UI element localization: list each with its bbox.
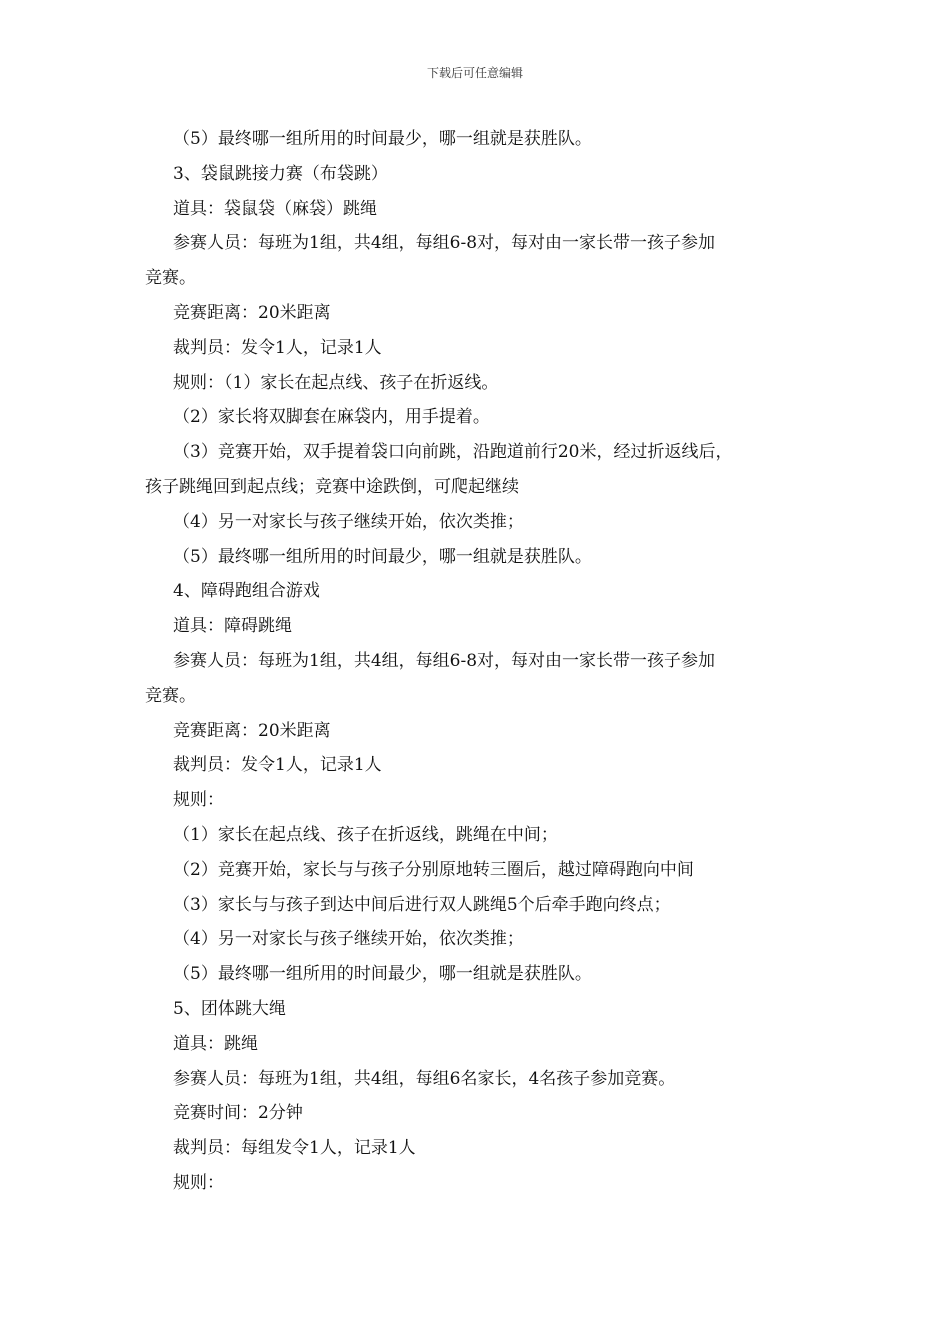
referee-text: 裁判员：发令1人，记录1人 [173, 337, 382, 358]
rules-label: 规则： [173, 790, 224, 811]
rule-5-text: （5）最终哪一组所用的时间最少，哪一组就是获胜队。 [173, 964, 592, 985]
distance-text: 竞赛距离：20米距离 [173, 720, 331, 741]
participants-paragraph [145, 226, 815, 296]
rules-text: 规则：（1）家长在起点线、孩子在折返线。 [173, 372, 499, 393]
rule-3-text: （3）竞赛开始，双手提着袋口向前跳，沿跑道前行20米，经过折返线后， [173, 442, 733, 463]
rule-5-text: （5）最终哪一组所用的时间最少，哪一组就是获胜队。 [173, 129, 592, 149]
rule-3-continuation: 孩子跳绳回到起点线；竞赛中途跌倒，可爬起继续 [145, 476, 519, 497]
props-text: 道具：袋鼠袋（麻袋）跳绳 [173, 198, 377, 219]
page-header: 下载后可任意编辑 [426, 66, 523, 80]
props-text: 道具：障碍跳绳 [173, 616, 292, 637]
participants-text: 参赛人员：每班为1组，共4组，每组6-8对，每对由一家长带一孩子参加 [173, 650, 716, 671]
rule-3-paragraph [145, 435, 815, 505]
document-body [145, 122, 815, 1201]
referee-text: 裁判员：每组发令1人，记录1人 [173, 1138, 416, 1159]
rule-4-text: （4）另一对家长与孩子继续开始，依次类推； [173, 511, 524, 532]
rule-1-text: （1）家长在起点线、孩子在折返线，跳绳在中间； [173, 824, 558, 845]
participants-text: 参赛人员：每班为1组，共4组，每组6名家长，4名孩子参加竞赛。 [173, 1068, 676, 1089]
referee-text: 裁判员：发令1人，记录1人 [173, 755, 382, 776]
rule-4-text: （4）另一对家长与孩子继续开始，依次类推； [173, 929, 524, 950]
participants-paragraph [145, 644, 815, 714]
rule-2-text: （2）家长将双脚套在麻袋内，用手提着。 [173, 407, 490, 428]
distance-text: 竞赛距离：20米距离 [173, 302, 331, 323]
participants-text: 参赛人员：每班为1组，共4组，每组6-8对，每对由一家长带一孩子参加 [173, 233, 716, 254]
section-5-heading: 5、团体跳大绳 [173, 998, 286, 1019]
participants-continuation: 竞赛。 [145, 685, 196, 706]
rules-label: 规则： [173, 1172, 224, 1193]
participants-continuation: 竞赛。 [145, 268, 196, 289]
section-4-heading: 4、障碍跑组合游戏 [173, 581, 320, 602]
rule-5-text: （5）最终哪一组所用的时间最少，哪一组就是获胜队。 [173, 546, 592, 567]
props-text: 道具：跳绳 [173, 1033, 258, 1054]
time-text: 竞赛时间：2分钟 [173, 1103, 303, 1124]
rule-3-text: （3）家长与与孩子到达中间后进行双人跳绳5个后牵手跑向终点； [173, 894, 671, 915]
rule-2-text: （2）竞赛开始，家长与与孩子分别原地转三圈后，越过障碍跑向中间 [173, 859, 694, 880]
section-3-heading: 3、袋鼠跳接力赛（布袋跳） [173, 163, 388, 184]
